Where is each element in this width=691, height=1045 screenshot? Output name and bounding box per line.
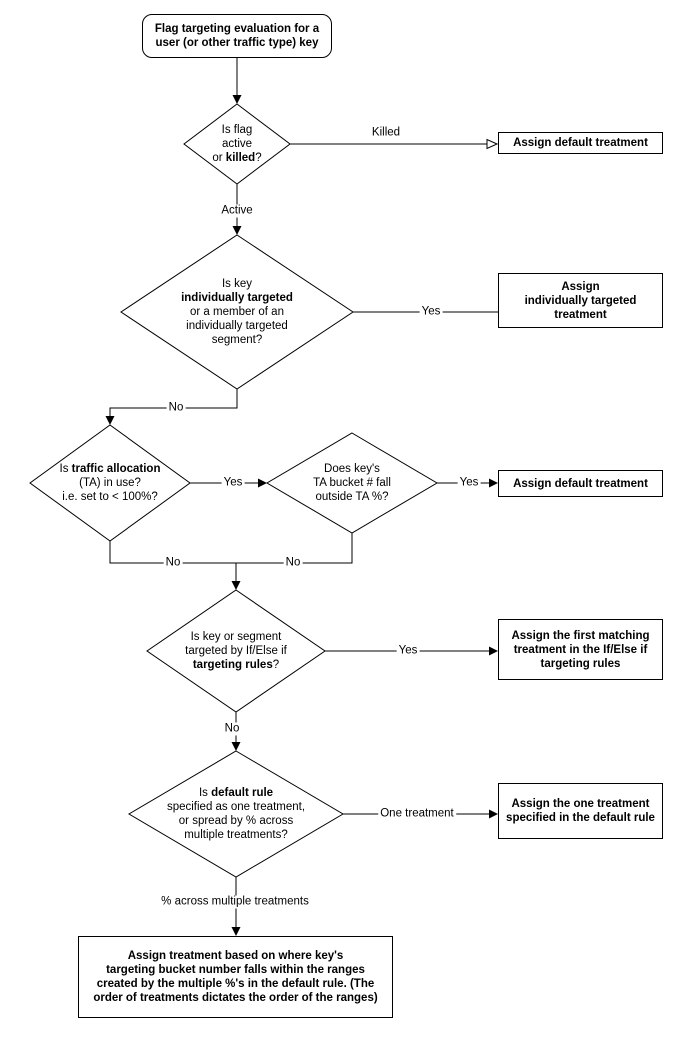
decision-ta-bucket-label: Does key's TA bucket # fall outside TA %? <box>313 463 391 503</box>
arrowhead-into-d4 <box>258 479 267 488</box>
decision-targeting-rules-label: Is key or segment targeted by If/Else if targeting rules? <box>185 631 287 671</box>
edge-label-yes-outside: Yes <box>459 476 479 489</box>
edge-label-active: Active <box>221 204 253 217</box>
decision-default-rule-label: Is default rule specified as one treatment, or spread by % across multiple treatments? <box>166 787 306 841</box>
arrowhead-into-d2 <box>233 226 242 235</box>
decision-flag-active-label: Is flag active or killed? <box>212 124 262 164</box>
edge-label-no-outside: No <box>285 556 301 569</box>
arrowhead-into-b4 <box>489 647 498 656</box>
edge-label-yes-individual: Yes <box>421 305 441 318</box>
arrowhead-into-d6 <box>232 742 241 751</box>
edge-label-no-individual: No <box>168 401 184 414</box>
arrowhead-into-b3 <box>489 479 498 488</box>
result-assign-first-matching-treatment: Assign the first matching treatment in the If/Else if targeting rules <box>498 619 663 680</box>
start-node <box>142 14 332 58</box>
edge-label-yes-rules: Yes <box>398 644 418 657</box>
edge-label-killed: Killed <box>371 126 401 139</box>
result-assign-one-treatment: Assign the one treatment specified in the default rule <box>498 783 663 839</box>
edge-label-one-treatment: One treatment <box>380 807 454 820</box>
result-assign-default-treatment-ta: Assign default treatment <box>498 470 663 497</box>
arrowhead-into-d3 <box>106 416 115 425</box>
edge-label-no-rules: No <box>224 722 240 735</box>
decision-individually-targeted-label: Is key individually targeted or a member of an individually targeted segment? <box>181 278 293 346</box>
start-node-line2: user (or other traffic type) key <box>155 37 319 49</box>
arrowhead-into-b5 <box>489 810 498 819</box>
decision-traffic-allocation-label: Is traffic allocation (TA) in use? i.e. set to < 100%? <box>59 463 161 503</box>
arrowhead-into-b6 <box>232 927 241 936</box>
result-assign-individually-targeted-treatment: Assign individually targeted treatment <box>498 273 663 328</box>
arrowhead-into-d1 <box>233 95 242 104</box>
edge-label-percent-multiple: % across multiple treatments <box>161 895 309 908</box>
arrowhead-into-d5 <box>232 581 241 590</box>
result-assign-treatment-by-ranges: Assign treatment based on where key's targeting bucket number falls within the ranges created by the multiple %'s in the default rule. (The order of treatments dictates the order of the ranges) <box>78 936 393 1018</box>
start-node-line1: Flag targeting evaluation for a <box>154 23 320 35</box>
edge-label-yes-ta: Yes <box>223 476 243 489</box>
arrowhead-into-b1 <box>487 140 497 149</box>
edge-label-no-ta: No <box>165 556 181 569</box>
result-assign-default-treatment-killed: Assign default treatment <box>498 132 663 154</box>
